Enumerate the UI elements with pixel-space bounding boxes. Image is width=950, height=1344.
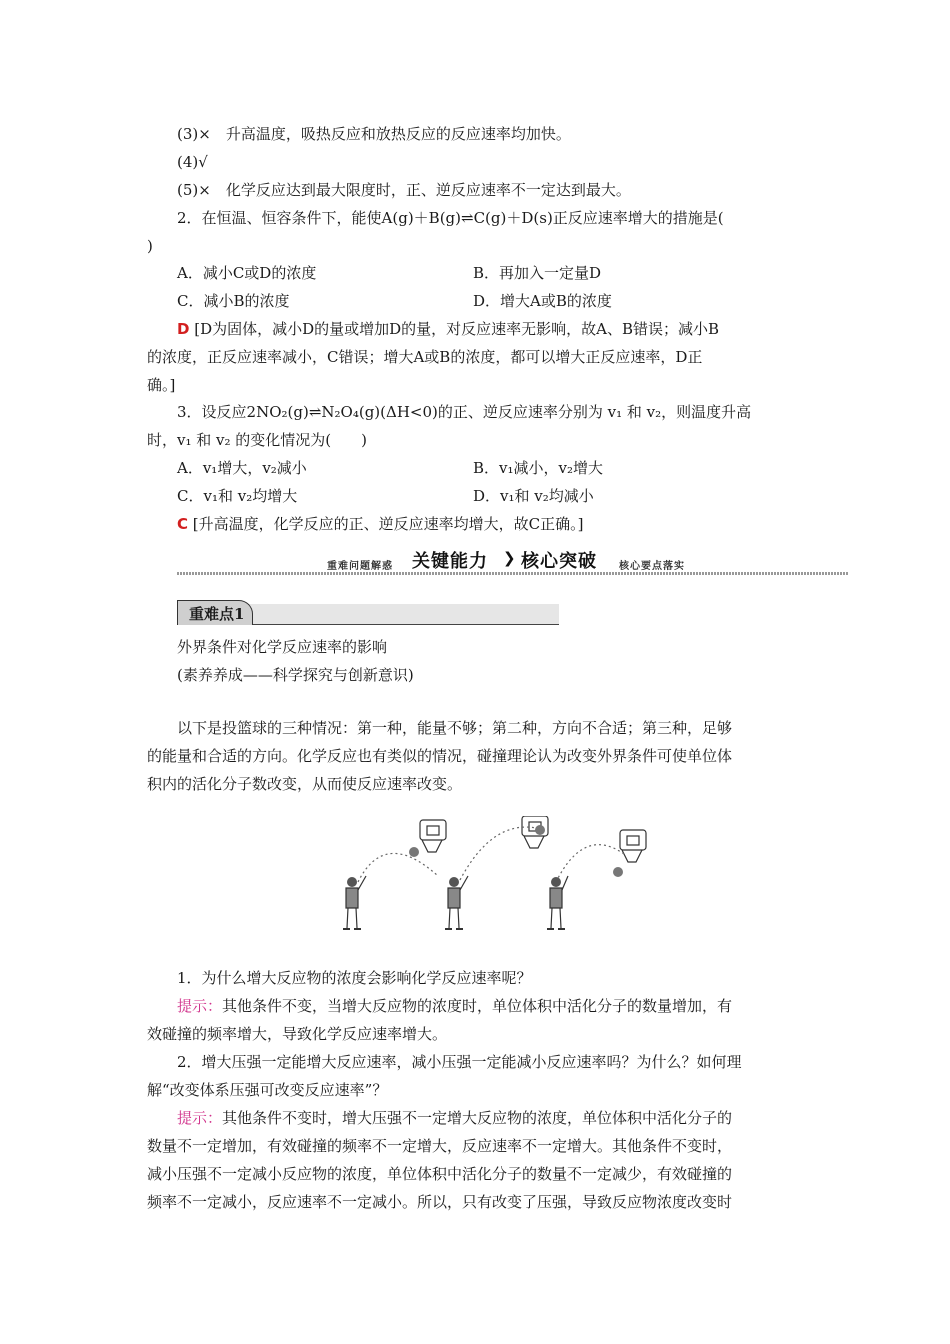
banner-left-text: 重难问题解惑 <box>327 561 393 572</box>
banner-arrow-icon: ❯ <box>503 549 517 567</box>
question-2-option-b: B．再加入一定量D <box>473 264 602 282</box>
scene-2 <box>445 816 548 929</box>
question-3-option-d: D．v₁和 v₂均减小 <box>473 487 594 505</box>
backboard-icon <box>620 830 646 850</box>
question-2-explanation-3: 确。] <box>147 376 176 394</box>
qa-question-1: 1．为什么增大反应物的浓度会影响化学反应速率呢？ <box>177 969 532 987</box>
qa-answer-2-line-2: 数量不一定增加，有效碰撞的频率不一定增大，反应速率不一定增大。其他条件不变时， <box>147 1137 733 1155</box>
question-3-option-c: C．v₁和 v₂均增大 <box>177 487 298 505</box>
section-subtitle: (素养养成——科学探究与创新意识) <box>177 666 414 684</box>
hoop-net-icon <box>524 836 544 848</box>
section-banner <box>177 545 849 575</box>
intro-paragraph-1: 以下是投篮球的三种情况：第一种，能量不够；第二种，方向不合适；第三种，足够 <box>177 719 733 737</box>
banner-right-text: 核心要点落实 <box>619 561 685 572</box>
basketball-icon <box>409 847 419 857</box>
question-2-option-a: A．减小C或D的浓度 <box>177 264 317 282</box>
question-2-explanation-text: [D为固体，减小D的量或增加D的量，对反应速率无影响，故A、B错误；减小B <box>194 320 720 338</box>
hint-label: 提示： <box>177 997 223 1015</box>
ball-trajectory <box>460 827 536 880</box>
ball-trajectory <box>556 845 624 882</box>
question-3-answer: C <box>177 515 189 533</box>
question-3-stem: 3．设反应2NO₂(g)⇌N₂O₄(g)(ΔH<0)的正、逆反应速率分别为 v₁ 和 v₂，则温度升高 <box>177 403 752 421</box>
qa-answer-1-text: 其他条件不变，当增大反应物的浓度时，单位体积中活化分子的数量增加，有 <box>222 997 733 1015</box>
player-icon <box>445 876 468 929</box>
question-2-explanation-2: 的浓度，正反应速率减小，C错误；增大A或B的浓度，都可以增大正反应速率，D正 <box>147 348 703 366</box>
question-2-option-c: C．减小B的浓度 <box>177 292 290 310</box>
hoop-net-icon <box>422 840 442 852</box>
player-icon <box>343 876 366 929</box>
question-3-explanation-text: [升高温度，化学反应的正、逆反应速率均增大，故C正确。] <box>192 515 584 533</box>
qa-answer-2-text: 其他条件不变时，增大压强不一定增大反应物的浓度，单位体积中活化分子的 <box>222 1109 733 1127</box>
question-3-stem-2: 时，v₁ 和 v₂ 的变化情况为( ) <box>147 431 367 449</box>
player-icon <box>547 876 568 929</box>
tag-label: 重难点1 <box>189 605 245 623</box>
question-2-stem-end: ) <box>147 237 153 255</box>
banner-rule <box>177 572 849 575</box>
section-title: 外界条件对化学反应速率的影响 <box>177 638 388 656</box>
backboard-icon <box>420 820 446 840</box>
question-2-answer: D <box>177 320 190 338</box>
basketball-icon <box>613 867 623 877</box>
question-2-explanation-1 <box>177 319 719 339</box>
banner-title-2: 核心突破 <box>521 551 597 572</box>
key-point-tag <box>177 600 559 626</box>
question-2-stem: 2．在恒温、恒容条件下，能使A(g)＋B(g)⇌C(g)＋D(s)正反应速率增大的措施是( <box>177 209 724 227</box>
qa-answer-2-line-3: 减小压强不一定减小反应物的浓度，单位体积中活化分子的数量不一定减少，有效碰撞的 <box>147 1165 733 1183</box>
qa-question-2-line-1: 2．增大压强一定能增大反应速率，减小压强一定能减小反应速率吗？为什么？如何理 <box>177 1053 742 1071</box>
answer-line-4: (4)√ <box>177 153 208 171</box>
answer-line-3: (3)× 升高温度，吸热反应和放热反应的反应速率均加快。 <box>177 125 571 143</box>
backboard-icon <box>522 816 548 836</box>
hoop-net-icon <box>622 850 642 862</box>
banner-title: 关键能力 <box>412 551 488 572</box>
question-3-option-b: B．v₁减小，v₂增大 <box>473 459 603 477</box>
qa-question-2-line-2: 解“改变体系压强可改变反应速率”？ <box>147 1081 388 1099</box>
basketball-icon <box>535 825 545 835</box>
question-3-explanation <box>177 514 583 534</box>
qa-answer-2-line-1 <box>177 1108 732 1128</box>
qa-answer-2-line-4: 频率不一定减小，反应速率不一定减小。所以，只有改变了压强，导致反应物浓度改变时 <box>147 1193 733 1211</box>
question-2-option-d: D．增大A或B的浓度 <box>473 292 612 310</box>
qa-answer-1-line-1 <box>177 996 732 1016</box>
answer-line-5: (5)× 化学反应达到最大限度时，正、逆反应速率不一定达到最大。 <box>177 181 631 199</box>
ball-trajectory <box>358 853 438 882</box>
question-3-option-a: A．v₁增大，v₂减小 <box>177 459 307 477</box>
scene-3 <box>547 830 646 929</box>
intro-paragraph-2: 的能量和合适的方向。化学反应也有类似的情况，碰撞理论认为改变外界条件可使单位体 <box>147 747 733 765</box>
qa-answer-1-line-2: 效碰撞的频率增大，导致化学反应速率增大。 <box>147 1025 448 1043</box>
intro-paragraph-3: 积内的活化分子数改变，从而使反应速率改变。 <box>147 775 463 793</box>
scene-1 <box>343 820 446 929</box>
hint-label: 提示： <box>177 1109 223 1127</box>
basketball-illustration <box>330 816 690 938</box>
